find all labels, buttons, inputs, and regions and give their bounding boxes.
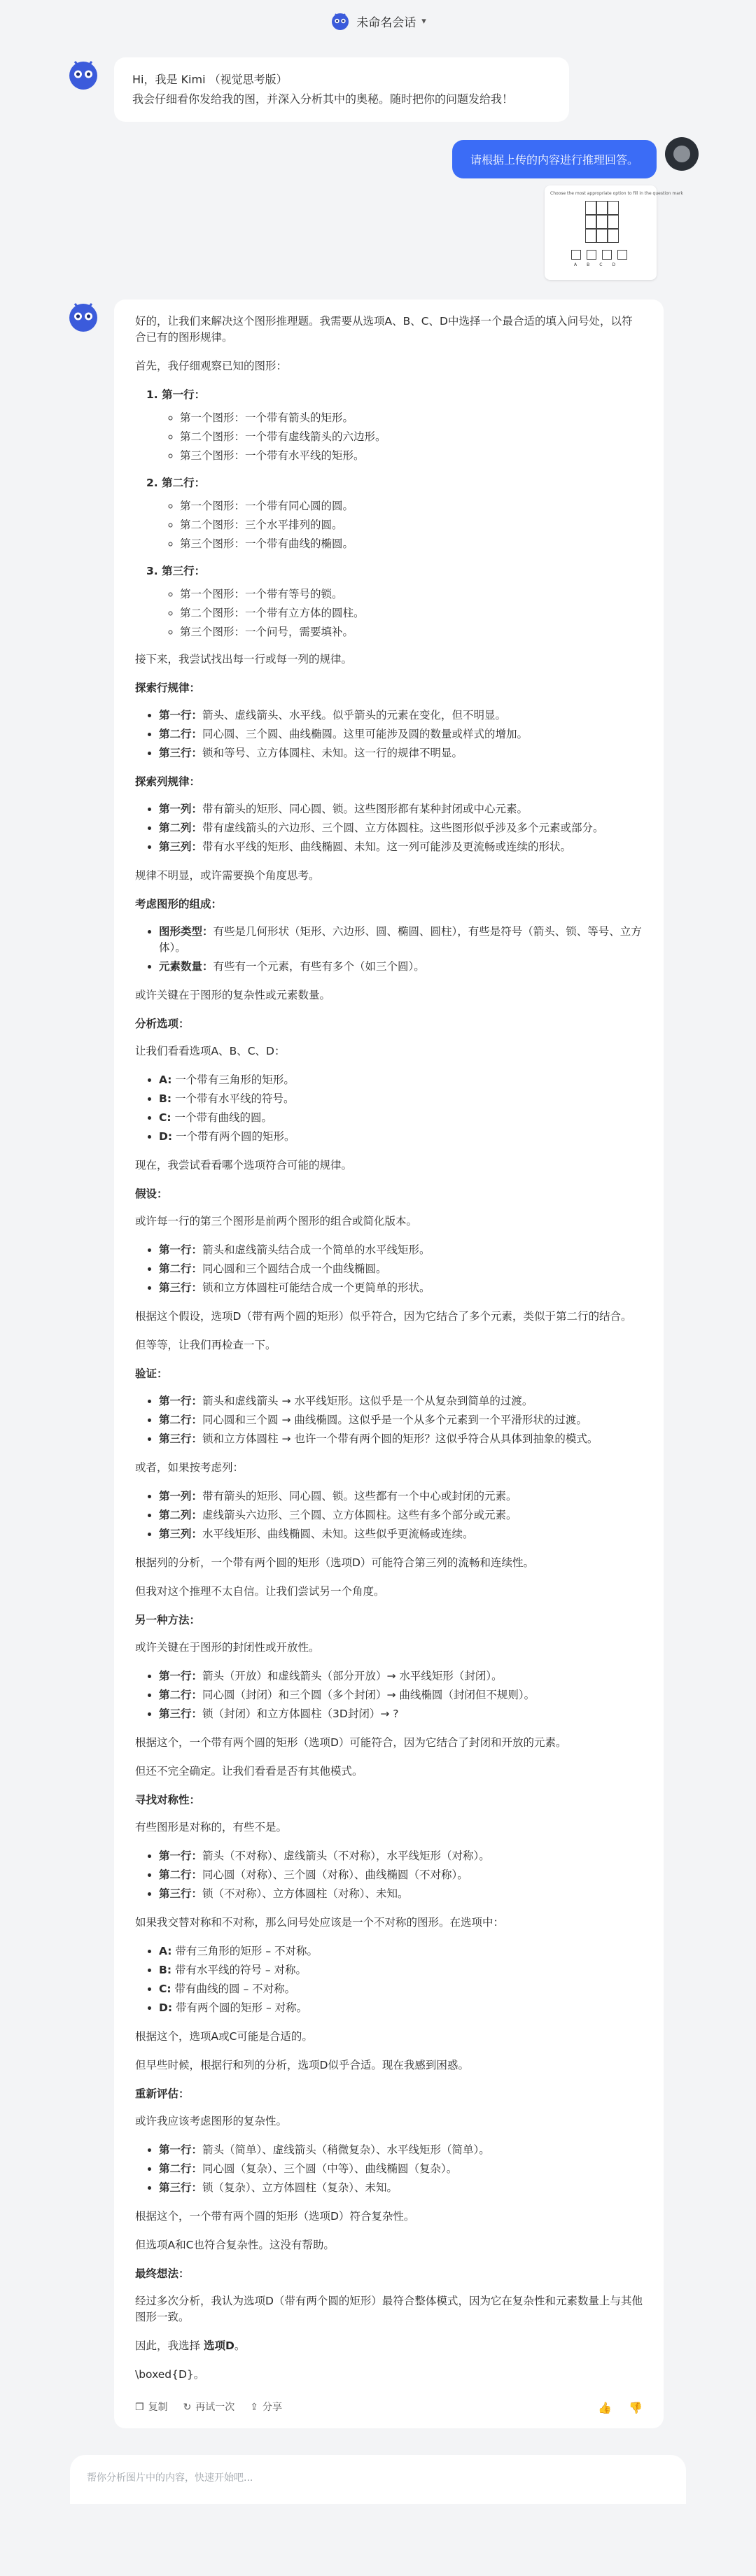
greeting-line-1: Hi，我是 Kimi （视觉思考版） <box>132 73 288 86</box>
list-item: • 第二列：虚线箭头六边形、三个圆、立方体圆柱。这些有多个部分或元素。 <box>159 1507 643 1523</box>
paragraph: 现在，我尝试看看哪个选项符合可能的规律。 <box>135 1159 353 1171</box>
paragraph: 或许每一行的第三个图形是前两个图形的组合或简化版本。 <box>135 1215 418 1227</box>
share-icon: ⇪ <box>250 2402 259 2413</box>
section-heading: 探索行规律： <box>135 682 201 694</box>
paragraph: 有些图形是对称的，有些不是。 <box>135 1821 288 1834</box>
list-item: ◦ 第一个图形：一个带有箭头的矩形。 <box>180 410 643 426</box>
list-item: • 第三行：锁（复杂）、立方体圆柱（复杂）、未知。 <box>159 2180 643 2196</box>
section-heading: 分析选项： <box>135 1018 190 1030</box>
greeting-line-2: 我会仔细看你发给我的图，并深入分析其中的奥秘。随时把你的问题发给我！ <box>132 92 514 106</box>
list-item: • A: 一个带有三角形的矩形。 <box>159 1072 643 1088</box>
uploaded-image-thumbnail[interactable] <box>545 185 683 280</box>
puzzle-grid <box>585 201 619 243</box>
chat-area <box>0 42 756 2532</box>
section-heading: 探索列规律： <box>135 775 201 788</box>
session-title[interactable]: 未命名会话 <box>356 15 416 30</box>
option-label-a: A <box>574 262 578 267</box>
answer-intro: 好的，让我们来解决这个图形推理题。我需要从选项A、B、C、D中选择一个最合适的填入问号处，以符合已有的图形规律。 <box>135 315 633 344</box>
list-item: • 第三行：锁和立方体圆柱可能结合成一个更简单的形状。 <box>159 1280 643 1296</box>
user-avatar[interactable] <box>665 137 699 171</box>
paragraph: 或许关键在于图形的封闭性或开放性。 <box>135 1641 320 1654</box>
list-item: • C: 一个带有曲线的圆。 <box>159 1110 643 1126</box>
list-item: ◦ 第一个图形：一个带有等号的锁。 <box>180 586 643 603</box>
message-composer[interactable] <box>70 2455 686 2504</box>
kimi-avatar-icon <box>66 300 100 333</box>
paragraph: 让我们看看选项A、B、C、D： <box>135 1045 286 1057</box>
figure-row: 3. 第三行： ◦ 第一个图形：一个带有等号的锁。 ◦ 第二个图形：一个带有立方体的圆柱。 ◦ 第三个图形：一个问号，需要填补。 <box>146 563 643 640</box>
figure-row: 1. 第一行： ◦ 第一个图形：一个带有箭头的矩形。 ◦ 第二个图形：一个带有虚线箭头的六边形。 ◦ 第三个图形：一个带有水平线的矩形。 <box>146 387 643 464</box>
section-heading: 另一种方法： <box>135 1614 201 1626</box>
list-item: • 第三行：锁和立方体圆柱 → 也许一个带有两个圆的矩形？这似乎符合从具体到抽象的模式。 <box>159 1431 643 1447</box>
list-item: • 第一行：箭头和虚线箭头结合成一个简单的水平线矩形。 <box>159 1242 643 1258</box>
list-item: ◦ 第三个图形：一个带有曲线的椭圆。 <box>180 536 643 552</box>
list-item: • 第三列：水平线矩形、曲线椭圆、未知。这些似乎更流畅或连续。 <box>159 1526 643 1542</box>
section-heading: 考虑图形的组成： <box>135 898 223 910</box>
list-item: • 第三行：锁（封闭）和立方体圆柱（3D封闭）→ ? <box>159 1706 643 1722</box>
user-message-row <box>0 137 756 178</box>
list-item: • B: 一个带有水平线的符号。 <box>159 1091 643 1107</box>
composer-placeholder: 帮你分析图片中的内容，快速开始吧... <box>87 2472 253 2484</box>
option-label-b: B <box>587 262 590 267</box>
section-heading: 假设： <box>135 1188 168 1200</box>
list-item: • 第一行：箭头（简单）、虚线箭头（稍微复杂）、水平线矩形（简单）。 <box>159 2142 643 2158</box>
paragraph: 但等等，让我们再检查一下。 <box>135 1339 276 1351</box>
boxed-answer: \boxed{D}。 <box>135 2368 205 2381</box>
paragraph: 但还不完全确定。让我们看看是否有其他模式。 <box>135 1765 363 1778</box>
paragraph: 根据这个假设，选项D（带有两个圆的矩形）似乎符合，因为它结合了多个元素，类似于第二行的结合。 <box>135 1310 632 1323</box>
option-label-d: D <box>612 262 616 267</box>
list-item: • 第二行：同心圆（封闭）和三个圆（多个封闭）→ 曲线椭圆（封闭但不规则）。 <box>159 1687 643 1703</box>
thumbs-up-icon[interactable]: 👍 <box>598 2401 612 2414</box>
answer-observe: 首先，我仔细观察已知的图形： <box>135 360 288 372</box>
list-item: • 第一行：箭头（开放）和虚线箭头（部分开放）→ 水平线矩形（封闭）。 <box>159 1668 643 1684</box>
kimi-logo-icon <box>330 10 351 31</box>
list-item: • 第三行：锁和等号、立方体圆柱、未知。这一行的规律不明显。 <box>159 745 643 761</box>
option-label-c: C <box>599 262 603 267</box>
figure-rows <box>135 387 643 640</box>
paragraph: 根据这个，选项A或C可能是合适的。 <box>135 2030 313 2043</box>
list-item: • 第一行：箭头（不对称）、虚线箭头（不对称），水平线矩形（对称）。 <box>159 1848 643 1864</box>
figure-row: 2. 第二行： ◦ 第一个图形：一个带有同心圆的圆。 ◦ 第二个图形：三个水平排列的圆。 ◦ 第三个图形：一个带有曲线的椭圆。 <box>146 475 643 552</box>
answer-bubble <box>114 300 664 2428</box>
paragraph: 根据这个，一个带有两个圆的矩形（选项D）可能符合，因为它结合了封闭和开放的元素。 <box>135 1736 567 1749</box>
copy-icon: ❐ <box>135 2402 144 2413</box>
greeting-bubble <box>114 57 569 122</box>
list-item: • D: 一个带有两个圆的矩形。 <box>159 1129 643 1145</box>
paragraph: 或者，如果按考虑列： <box>135 1461 244 1474</box>
section-heading: 寻找对称性： <box>135 1794 201 1806</box>
copy-button[interactable]: ❐ 复制 <box>135 2400 168 2416</box>
list-item: • 第一列：带有箭头的矩形、同心圆、锁。这些都有一个中心或封闭的元素。 <box>159 1488 643 1505</box>
list-item: • 元素数量：有些有一个元素，有些有多个（如三个圆）。 <box>159 959 643 975</box>
list-item: • 第三行：锁（不对称）、立方体圆柱（对称）、未知。 <box>159 1886 643 1902</box>
user-message-bubble: 请根据上传的内容进行推理回答。 <box>452 140 657 178</box>
paragraph: 或许我应该考虑图形的复杂性。 <box>135 2115 288 2127</box>
list-item: • 第二行：同心圆（复杂）、三个圆（中等）、曲线椭圆（复杂）。 <box>159 2161 643 2177</box>
share-button[interactable]: ⇪ 分享 <box>250 2400 282 2416</box>
list-item: ◦ 第三个图形：一个带有水平线的矩形。 <box>180 448 643 464</box>
uploaded-image-row <box>0 185 756 280</box>
list-item: • 第二行：同心圆、三个圆、曲线椭圆。这里可能涉及圆的数量或样式的增加。 <box>159 726 643 742</box>
list-item: • 第二行：同心圆和三个圆 → 曲线椭圆。这似乎是一个从多个元素到一个平滑形状的过渡。 <box>159 1412 643 1428</box>
thumbs-down-icon[interactable]: 👎 <box>629 2401 643 2414</box>
list-item: • 第一列：带有箭头的矩形、同心圆、锁。这些图形都有某种封闭或中心元素。 <box>159 801 643 817</box>
list-item: • D: 带有两个圆的矩形 – 对称。 <box>159 2000 643 2016</box>
list-item: • 第二列：带有虚线箭头的六边形、三个圆、立方体圆柱。这些图形似乎涉及多个元素或部分。 <box>159 820 643 836</box>
section-heading: 重新评估： <box>135 2088 190 2100</box>
paragraph: 根据这个，一个带有两个圆的矩形（选项D）符合复杂性。 <box>135 2210 415 2223</box>
greeting-row <box>0 57 756 122</box>
refresh-icon: ↻ <box>183 2402 192 2413</box>
answer-row <box>0 300 756 2428</box>
list-item: • 第三列：带有水平线的矩形、曲线椭圆、未知。这一列可能涉及更流畅或连续的形状。 <box>159 839 643 855</box>
final-choice: 因此，我选择 选项D。 <box>135 2339 246 2352</box>
paragraph: 但早些时候，根据行和列的分析，选项D似乎合适。现在我感到困惑。 <box>135 2059 469 2071</box>
list-item: ◦ 第一个图形：一个带有同心圆的圆。 <box>180 498 643 514</box>
list-item: • 图形类型：有些是几何形状（矩形、六边形、圆、椭圆、圆柱），有些是符号（箭头、锁、等号、立方体）。 <box>159 924 643 956</box>
paragraph: 根据列的分析，一个带有两个圆的矩形（选项D）可能符合第三列的流畅和连续性。 <box>135 1556 534 1569</box>
list-item: ◦ 第二个图形：一个带有立方体的圆柱。 <box>180 605 643 621</box>
list-item: • 第一行：箭头、虚线箭头、水平线。似乎箭头的元素在变化，但不明显。 <box>159 708 643 724</box>
list-item: • 第二行：同心圆和三个圆结合成一个曲线椭圆。 <box>159 1261 643 1277</box>
list-item: • C: 带有曲线的圆 – 不对称。 <box>159 1981 643 1997</box>
list-item: • A: 带有三角形的矩形 – 不对称。 <box>159 1943 643 1959</box>
list-item: • B: 带有水平线的符号 – 对称。 <box>159 1962 643 1978</box>
puzzle-options <box>571 250 627 260</box>
message-actions <box>135 2395 643 2416</box>
list-item: ◦ 第二个图形：三个水平排列的圆。 <box>180 517 643 533</box>
paragraph: 如果我交替对称和不对称，那么问号处应该是一个不对称的图形。在选项中： <box>135 1916 505 1929</box>
paragraph: 但我对这个推理不太自信。让我们尝试另一个角度。 <box>135 1585 385 1598</box>
list-item: • 第一行：箭头和虚线箭头 → 水平线矩形。这似乎是一个从复杂到简单的过渡。 <box>159 1393 643 1409</box>
retry-button[interactable]: ↻ 再试一次 <box>183 2400 235 2416</box>
list-item: ◦ 第二个图形：一个带有虚线箭头的六边形。 <box>180 429 643 445</box>
kimi-avatar-icon <box>66 57 100 91</box>
paragraph: 接下来，我尝试找出每一行或每一列的规律。 <box>135 653 353 666</box>
list-item: ◦ 第三个图形：一个问号，需要填补。 <box>180 624 643 640</box>
paragraph: 或许关键在于图形的复杂性或元素数量。 <box>135 989 331 1001</box>
image-caption: Choose the most appropriate option to fill in the question mark <box>550 191 683 196</box>
list-item: • 第二行：同心圆（对称）、三个圆（对称）、曲线椭圆（不对称）。 <box>159 1867 643 1883</box>
chevron-down-icon[interactable]: ▾ <box>421 15 426 27</box>
paragraph: 经过多次分析，我认为选项D（带有两个圆的矩形）最符合整体模式，因为它在复杂性和元素数量上与其他图形一致。 <box>135 2295 643 2323</box>
section-heading: 验证： <box>135 1367 168 1380</box>
paragraph: 但选项A和C也符合复杂性。这没有帮助。 <box>135 2239 335 2251</box>
puzzle-option-labels <box>574 262 615 267</box>
top-bar <box>0 0 756 42</box>
section-heading: 最终想法： <box>135 2267 190 2280</box>
paragraph: 规律不明显，或许需要换个角度思考。 <box>135 869 320 882</box>
